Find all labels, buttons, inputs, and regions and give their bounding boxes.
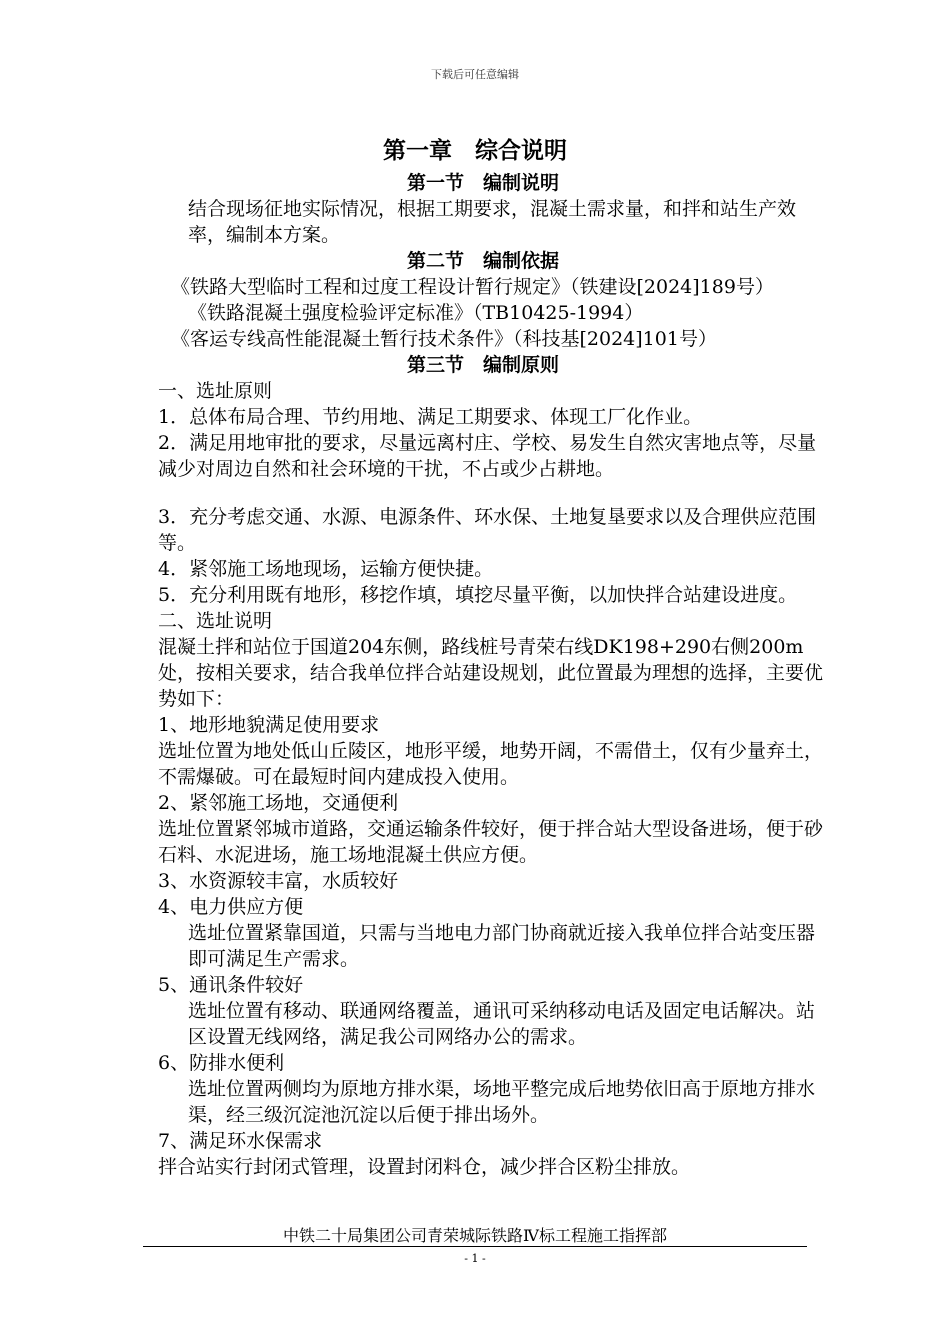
header-note: 下载后可任意编辑 bbox=[431, 68, 519, 81]
reference-1: 《铁路大型临时工程和过度工程设计暂行规定》（铁建设[2024]189号） bbox=[171, 276, 774, 298]
advantage-5-title: 5、通讯条件较好 bbox=[158, 974, 304, 996]
spacer bbox=[143, 482, 823, 504]
document-body bbox=[143, 170, 823, 1180]
principle-3: 3．充分考虑交通、水源、电源条件、环水保、土地复垦要求以及合理供应范围等。 bbox=[158, 506, 817, 554]
advantage-4-text: 选址位置紧靠国道，只需与当地电力部门协商就近接入我单位拌合站变压器即可满足生产需求。 bbox=[188, 922, 816, 970]
advantage-1-title: 1、地形地貌满足使用要求 bbox=[158, 714, 380, 736]
advantage-4-title: 4、电力供应方便 bbox=[158, 896, 304, 918]
principle-4: 4．紧邻施工场地现场，运输方便快捷。 bbox=[158, 558, 494, 580]
reference-3: 《客运专线高性能混凝土暂行技术条件》（科技基[2024]101号） bbox=[171, 328, 717, 350]
advantage-2-text: 选址位置紧邻城市道路，交通运输条件较好，便于拌合站大型设备进场，便于砂石料、水泥进场，施工场地混凝土供应方便。 bbox=[158, 818, 824, 866]
footer-divider bbox=[143, 1246, 807, 1247]
site-description: 混凝土拌和站位于国道204东侧，路线桩号青荣右线DK198+290右侧200m处，按相关要求，结合我单位拌合站建设规划，此位置最为理想的选择，主要优势如下： bbox=[158, 636, 824, 710]
reference-2: 《铁路混凝土强度检验评定标准》（TB10425-1994） bbox=[188, 302, 644, 324]
paragraph-intro: 结合现场征地实际情况，根据工期要求，混凝土需求量，和拌和站生产效率，编制本方案。 bbox=[188, 198, 797, 246]
principle-1: 1．总体布局合理、节约用地、满足工期要求、体现工厂化作业。 bbox=[158, 406, 703, 428]
principle-5: 5．充分利用既有地形，移挖作填，填挖尽量平衡，以加快拌合站建设进度。 bbox=[158, 584, 798, 606]
section-title-1: 第一节 编制说明 bbox=[406, 172, 559, 194]
subheading-principles: 一、选址原则 bbox=[158, 380, 273, 402]
advantage-6-title: 6、防排水便利 bbox=[158, 1052, 285, 1074]
subheading-site: 二、选址说明 bbox=[158, 610, 273, 632]
advantage-7-title: 7、满足环水保需求 bbox=[158, 1130, 323, 1152]
advantage-5-text: 选址位置有移动、联通网络覆盖，通讯可采纳移动电话及固定电话解决。站区设置无线网络，满足我公司网络办公的需求。 bbox=[188, 1000, 816, 1048]
section-title-2: 第二节 编制依据 bbox=[406, 250, 559, 272]
page-number: - 1 - bbox=[464, 1252, 486, 1265]
advantage-2-title: 2、紧邻施工场地，交通便利 bbox=[158, 792, 399, 814]
principle-2: 2．满足用地审批的要求，尽量远离村庄、学校、易发生自然灾害地点等，尽量减少对周边自然和社会环境的干扰，不占或少占耕地。 bbox=[158, 432, 817, 480]
advantage-1-text: 选址位置为地处低山丘陵区，地形平缓，地势开阔，不需借土，仅有少量弃土，不需爆破。可在最短时间内建成投入使用。 bbox=[158, 740, 824, 788]
section-title-3: 第三节 编制原则 bbox=[406, 354, 559, 376]
advantage-3-title: 3、水资源较丰富，水质较好 bbox=[158, 870, 399, 892]
footer-text: 中铁二十局集团公司青荣城际铁路Ⅳ标工程施工指挥部 bbox=[283, 1226, 667, 1245]
advantage-6-text: 选址位置两侧均为原地方排水渠，场地平整完成后地势依旧高于原地方排水渠，经三级沉淀池沉淀以后便于排出场外。 bbox=[188, 1078, 816, 1126]
chapter-title: 第一章 综合说明 bbox=[383, 137, 567, 164]
advantage-7-text: 拌合站实行封闭式管理，设置封闭料仓，减少拌合区粉尘排放。 bbox=[158, 1156, 691, 1178]
